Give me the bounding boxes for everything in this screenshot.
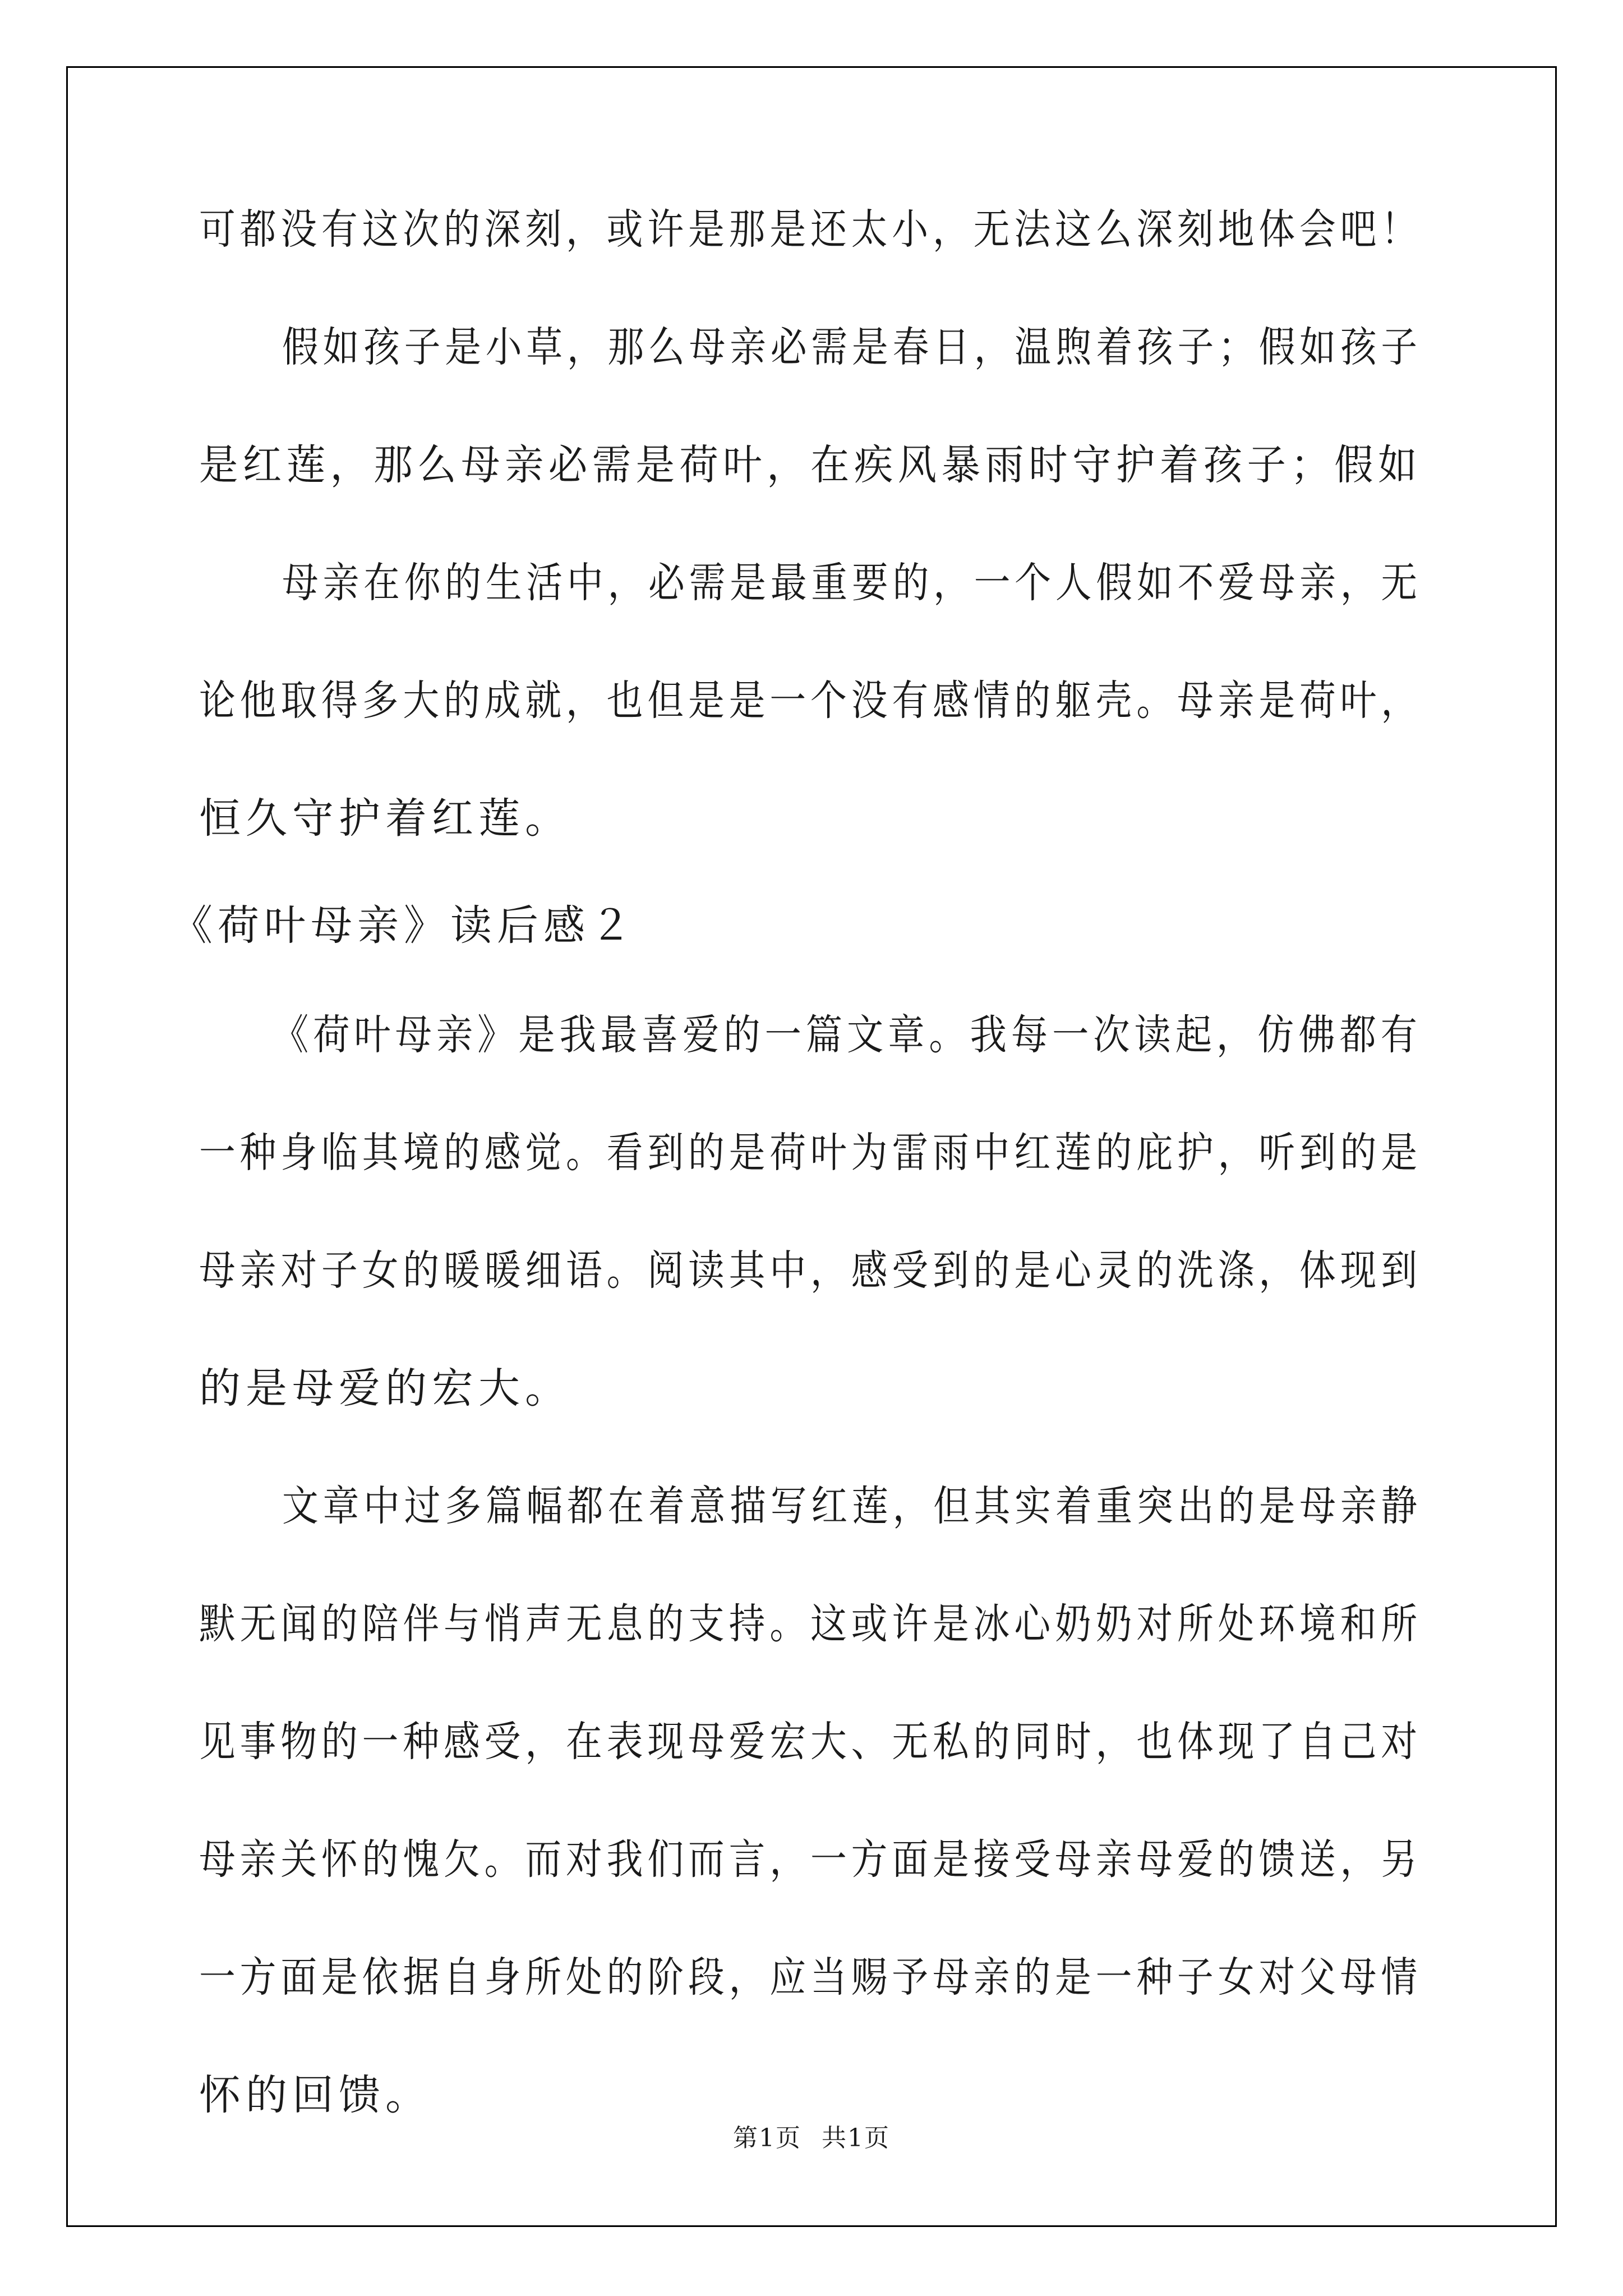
- text-line: 是红莲，那么母亲必需是荷叶，在疾风暴雨时守护着孩子；假如: [199, 441, 1422, 489]
- text-line: 恒久守护着红莲。: [199, 794, 571, 843]
- text-line: 母亲对子女的暖暖细语。阅读其中，感受到的是心灵的洗涤，体现到: [199, 1246, 1422, 1295]
- page-total: 共1页: [822, 2124, 890, 2152]
- text-line: 的是母爱的宏大。: [199, 1364, 571, 1412]
- paragraph-first-line: 母亲在你的生活中，必需是最重要的，一个人假如不爱母亲，无: [282, 559, 1422, 607]
- paragraph-first-line: 假如孩子是小草，那么母亲必需是春日，温煦着孩子；假如孩子: [282, 323, 1422, 371]
- page-footer: [0, 2118, 1623, 2154]
- paragraph-first-line: 《荷叶母亲》是我最喜爱的一篇文章。我每一次读起，仿佛都有: [272, 1011, 1422, 1059]
- paragraph-first-line: 文章中过多篇幅都在着意描写红莲，但其实着重突出的是母亲静: [282, 1482, 1422, 1530]
- text-line: 母亲关怀的愧欠。而对我们而言，一方面是接受母亲母爱的馈送，另: [199, 1835, 1422, 1884]
- page-number: 第1页: [733, 2124, 801, 2152]
- text-line: 默无闻的陪伴与悄声无息的支持。这或许是冰心奶奶对所处环境和所: [199, 1600, 1422, 1648]
- text-line: 见事物的一种感受，在表现母爱宏大、无私的同时，也体现了自己对: [199, 1718, 1422, 1766]
- text-line: 论他取得多大的成就，也但是是一个没有感情的躯壳。母亲是荷叶，: [199, 677, 1422, 725]
- section-heading: 《荷叶母亲》读后感２: [171, 901, 637, 950]
- text-line: 怀的回馈。: [199, 2071, 432, 2119]
- text-line: 一种身临其境的感觉。看到的是荷叶为雷雨中红莲的庇护，听到的是: [199, 1129, 1422, 1177]
- text-line: 一方面是依据自身所处的阶段，应当赐予母亲的是一种子女对父母情: [199, 1953, 1422, 2001]
- text-line: 可都没有这次的深刻，或许是那是还太小，无法这么深刻地体会吧！: [199, 205, 1422, 254]
